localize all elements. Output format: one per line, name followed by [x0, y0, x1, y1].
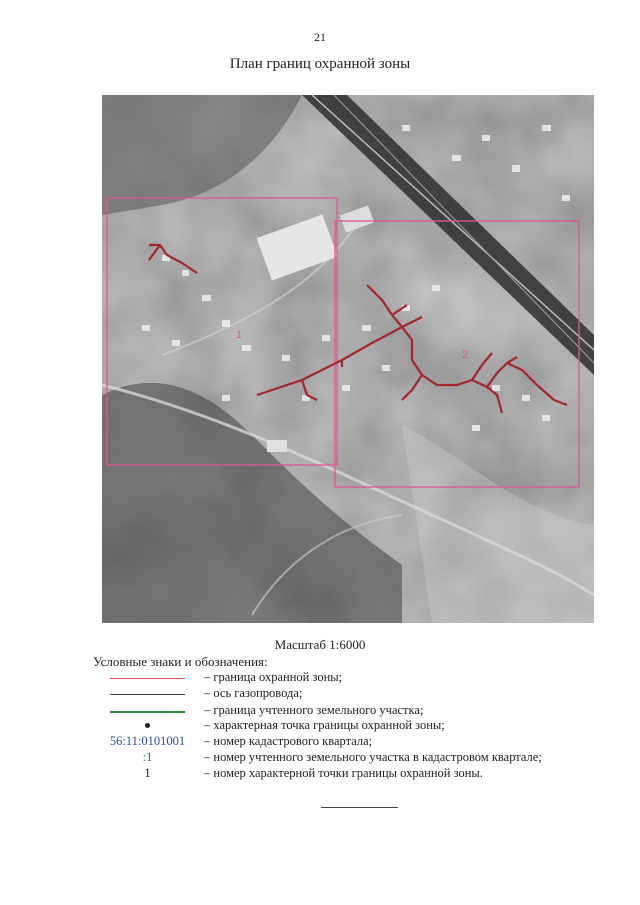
legend-item-zone-boundary [0, 670, 640, 686]
land-plot-number-code: :1 [142, 750, 153, 764]
legend-heading: Условные знаки и обозначения: [93, 654, 268, 669]
legend-desc: – ось газопровода; [204, 686, 303, 700]
legend-item-cadastral-quarter [0, 734, 640, 750]
zone-label-1: 1 [236, 329, 243, 341]
legend-item-boundary-point [0, 718, 640, 734]
legend-desc: – граница учтенного земельного участка; [204, 703, 424, 717]
legend-item-point-number [0, 766, 640, 782]
legend-desc: – номер кадастрового квартала; [204, 734, 373, 748]
cadastral-quarter-code: 56:11:0101001 [109, 734, 186, 748]
aerial-map [102, 95, 594, 623]
closing-divider [321, 807, 398, 808]
legend-item-land-plot-number [0, 750, 640, 766]
legend-item-gas-pipeline [0, 686, 640, 702]
boundary-point-symbol [145, 723, 150, 728]
page-title: План границ охранной зоны [229, 56, 411, 72]
land-plot-line-symbol [110, 711, 185, 713]
gas-pipeline-line-symbol [110, 694, 185, 695]
page-number: 21 [314, 30, 326, 44]
legend-desc: – граница охранной зоны; [204, 670, 343, 684]
point-number-code: 1 [144, 766, 151, 780]
zone-boundary-line-symbol [110, 678, 185, 679]
legend-desc: – номер характерной точки границы охранной зоны. [204, 766, 483, 780]
legend-item-land-plot [0, 703, 640, 719]
legend-desc: – номер учтенного земельного участка в кадастровом квартале; [204, 750, 542, 764]
map-scale: Масштаб 1:6000 [274, 637, 366, 652]
legend-desc: – характерная точка границы охранной зоны; [204, 718, 445, 732]
zone-label-2: 2 [462, 349, 469, 361]
